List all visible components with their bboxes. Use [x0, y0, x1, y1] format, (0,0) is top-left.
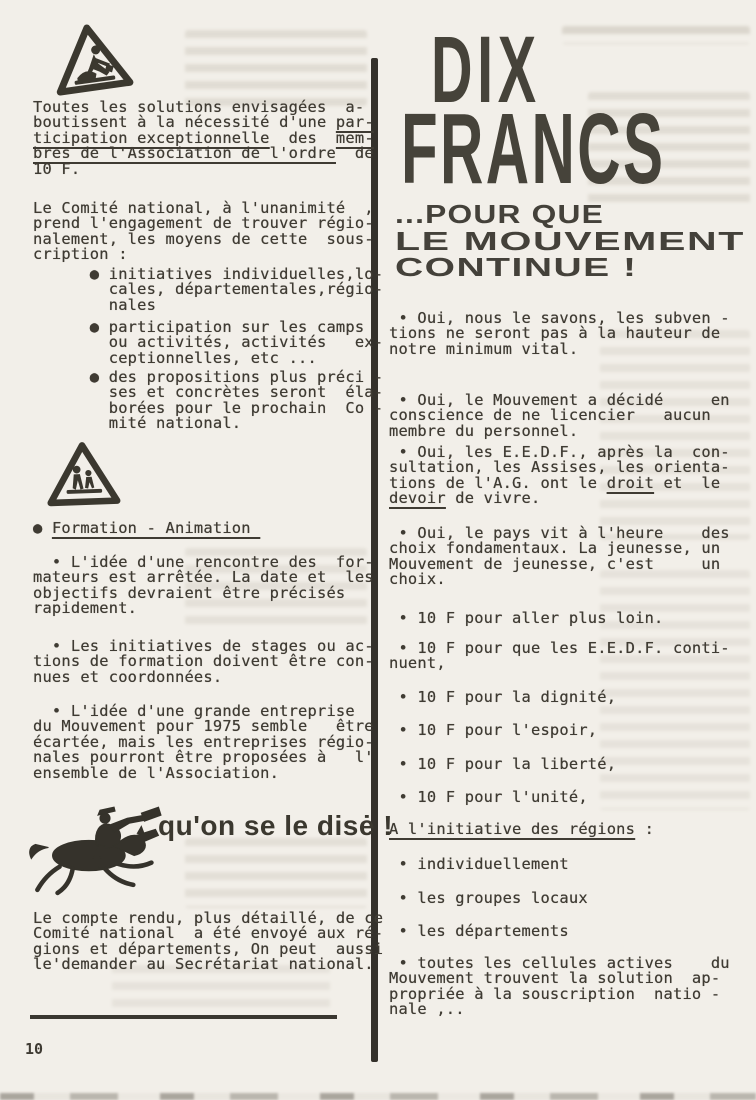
footer-rule	[30, 1015, 337, 1019]
bleed-through-texture	[562, 26, 750, 44]
regions-item: • les départements	[389, 922, 569, 940]
intro-paragraph: Toutes les solutions envisagées a- boutissent à la nécessité d'une par- ticipation exceptionnelle des mem- bres de l'Association de l'ordre de 10 F.	[33, 98, 374, 178]
oui-bullet: • Oui, le Mouvement a décidé en conscience de ne licencier aucun membre du personnel.	[389, 391, 730, 440]
formation-paragraph: • L'idée d'une grande entreprise du Mouvement pour 1975 semble être écartée, mais les entreprises régio- nales pourront être proposées à l' ensemble de l'Association.	[33, 702, 374, 782]
formation-paragraph: • L'idée d'une rencontre des for- mateurs est arrêtée. La date et les objectifs devraient être précisés rapidement.	[33, 553, 374, 618]
compte-rendu-paragraph: Le compte rendu, plus détaillé, de ce Comité national a été envoyé aux ré- gions et départements, On peut aussi le'demander au Secrétariat national.	[33, 909, 384, 974]
formation-paragraph: • Les initiatives de stages ou ac- tions de formation doivent être con- nues et coordonnées.	[33, 637, 374, 686]
bleed-through-texture	[185, 838, 367, 908]
comite-paragraph: Le Comité national, à l'unanimité , prend l'engagement de trouver régio- nalement, les moyens de cette sous- cription :	[33, 199, 374, 264]
dix-francs-item: • 10 F pour l'unité,	[389, 788, 588, 806]
dix-francs-item: • 10 F pour la liberté,	[389, 755, 617, 773]
oui-bullet: • Oui, le pays vit à l'heure des choix fondamentaux. La jeunesse, un Mouvement de jeunesse, c'est un choix.	[389, 524, 730, 589]
souscription-bullet: ● participation sur les camps ou activités, activités ex- ceptionnelles, etc ...	[33, 318, 384, 367]
souscription-bullet: ● initiatives individuelles,lo- cales, départementales,régio- nales	[33, 265, 384, 314]
horse-caption: qu'on se le disė !	[158, 810, 394, 841]
scan-edge-artifact	[0, 1093, 756, 1100]
roadworks-warning-icon	[45, 17, 136, 100]
regions-item: • les groupes locaux	[389, 889, 588, 907]
bleed-through-texture	[600, 570, 750, 810]
oui-bullet: • Oui, nous le savons, les subven - tions ne seront pas à la hauteur de notre minimum vital.	[389, 309, 730, 358]
headline-dix: DIX	[431, 16, 541, 123]
regions-item: • individuellement	[389, 855, 569, 873]
regions-section-title: A l'initiative des régions :	[389, 820, 655, 838]
dix-francs-item: • 10 F pour l'espoir,	[389, 721, 598, 739]
souscription-bullet: ● des propositions plus préci - ses et concrètes seront éla- borées pour le prochain Co - mité national.	[33, 368, 384, 433]
page-number: 10	[25, 1040, 44, 1058]
children-crossing-warning-icon	[43, 439, 123, 510]
dix-francs-item: • 10 F pour aller plus loin.	[389, 609, 664, 627]
bleed-through-texture	[185, 30, 367, 106]
regions-item: • toutes les cellules actives du Mouvement trouvent la solution ap- propriée à la souscription natio - nale ,..	[389, 954, 730, 1019]
dix-francs-item: • 10 F pour que les E.E.D.F. conti- nuent,	[389, 639, 730, 673]
headline-francs: FRANCS	[401, 93, 666, 205]
headline-subtitle: ...POUR QUE LE MOUVEMENT CONTINUE !	[395, 199, 745, 282]
formation-section-title: ● Formation - Animation	[33, 519, 261, 537]
oui-bullet: • Oui, les E.E.D.F., après la con- sultation, les Assises, les orienta- tions de l'A.G. ont le droit et le devoir de vivre.	[389, 443, 730, 508]
dix-francs-item: • 10 F pour la dignité,	[389, 688, 617, 706]
